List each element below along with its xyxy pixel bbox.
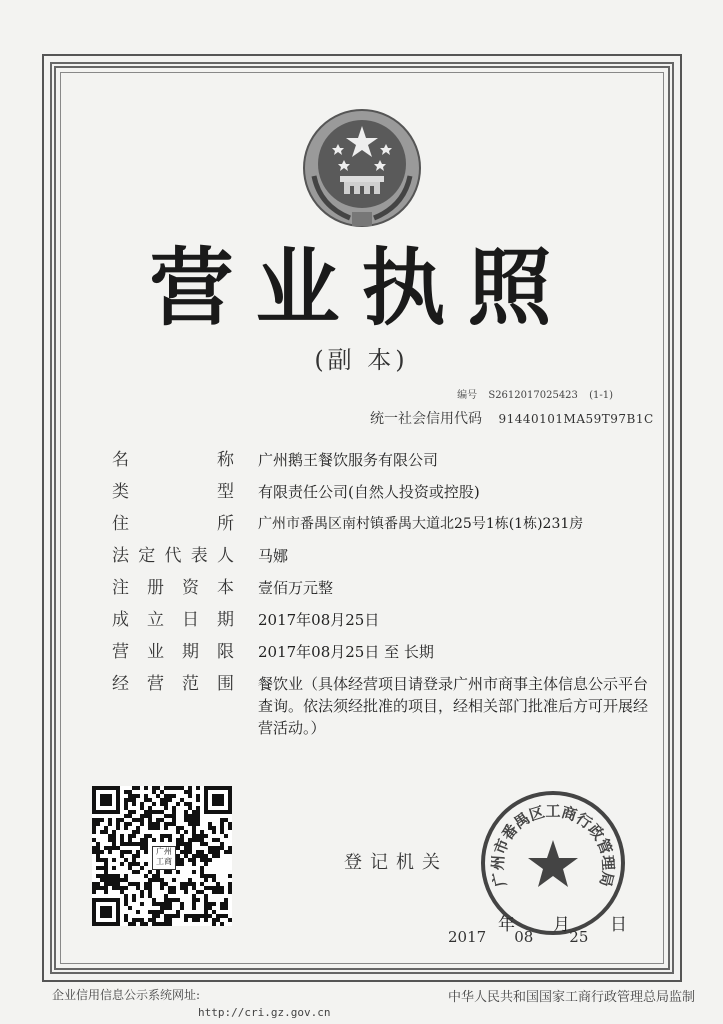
field-row-established [112, 606, 652, 638]
field-row-type [112, 478, 652, 510]
registration-authority-label: 登记机关 [344, 852, 448, 873]
field-value: 马娜 [258, 547, 289, 565]
field-label [112, 446, 234, 474]
field-value: 2017年08月25日 至 长期 [258, 643, 434, 661]
field-label [112, 478, 234, 506]
field-value: 广州鹅王餐饮服务有限公司 [258, 451, 439, 469]
field-label-char: 日 [182, 610, 199, 630]
credit-code-line [370, 408, 654, 428]
day-label: 日 [610, 915, 627, 935]
field-label [112, 670, 234, 698]
field-label-char: 本 [217, 578, 234, 598]
document-subtitle: (副 本) [314, 346, 409, 374]
field-label [112, 574, 234, 602]
document-title: 营业执照 [149, 239, 574, 337]
registration-month: 08 [514, 928, 534, 946]
field-label-char: 类 [112, 482, 129, 502]
field-label-char: 资 [182, 578, 199, 598]
footer-url-link[interactable]: http://cri.gz.gov.cn [198, 1006, 331, 1019]
field-label [112, 638, 234, 666]
field-label-char: 称 [217, 450, 234, 470]
field-value: 2017年08月25日 [258, 611, 380, 629]
credit-code-label: 统一社会信用代码 [370, 411, 482, 427]
registration-year: 2017 [448, 928, 487, 946]
license-fields [112, 446, 652, 737]
field-label-char: 册 [147, 578, 164, 598]
field-value: 有限责任公司(自然人投资或控股) [258, 483, 480, 501]
field-label-char: 营 [112, 642, 129, 662]
national-emblem-icon [300, 106, 424, 230]
field-label-char: 营 [147, 674, 164, 694]
field-row-capital [112, 574, 652, 606]
registration-day: 25 [569, 928, 589, 946]
field-row-term [112, 638, 652, 670]
field-label-char: 限 [217, 642, 234, 662]
footer-issuer: 中华人民共和国国家工商行政管理总局监制 [448, 990, 696, 1005]
field-label-char: 表 [190, 546, 208, 566]
field-label [112, 542, 234, 570]
field-row-name [112, 446, 652, 478]
field-label [112, 510, 234, 538]
field-label-char: 定 [138, 546, 156, 566]
field-label-char: 围 [217, 674, 234, 694]
field-label-char: 型 [217, 482, 234, 502]
credit-code: 91440101MA59T97B1C [498, 412, 654, 426]
field-label-char: 立 [147, 610, 164, 630]
field-label-char: 人 [217, 546, 234, 566]
field-value: 餐饮业（具体经营项目请登录广州市商事主体信息公示平台查询。依法须经批准的项目，经相关部门批准后方可开展经营活动。） [258, 675, 649, 737]
field-value: 壹佰万元整 [258, 579, 334, 597]
field-label-char: 法 [112, 546, 129, 566]
field-label-char: 注 [112, 578, 129, 598]
serial-suffix: (1-1) [589, 390, 613, 401]
field-label-char: 期 [182, 642, 199, 662]
registration-date [448, 928, 588, 946]
year-label: 年 [498, 915, 515, 935]
field-label-char: 住 [112, 514, 129, 534]
footer-site-label: 企业信用信息公示系统网址: [52, 988, 201, 1002]
field-label-char: 代 [164, 546, 182, 566]
seal-text: 广州市番禺区工商行政管理局 [488, 802, 618, 889]
serial-number-line [449, 386, 613, 401]
field-row-legal-rep [112, 542, 652, 574]
field-label [112, 606, 234, 634]
serial-label: 编号 [457, 390, 478, 401]
field-label-char: 所 [217, 514, 234, 534]
month-label: 月 [553, 915, 570, 935]
field-row-address [112, 510, 652, 542]
field-label-char: 名 [112, 450, 129, 470]
qr-badge: 广州工商 [152, 846, 176, 870]
field-label-char: 经 [112, 674, 129, 694]
field-row-scope [112, 670, 652, 737]
field-label-char: 范 [182, 674, 199, 694]
field-value: 广州市番禺区南村镇番禺大道北25号1栋(1栋)231房 [258, 516, 584, 532]
field-label-char: 成 [112, 610, 129, 630]
field-label-char: 期 [217, 610, 234, 630]
field-label-char: 业 [147, 642, 164, 662]
serial-number: S2612017025423 [488, 390, 578, 401]
